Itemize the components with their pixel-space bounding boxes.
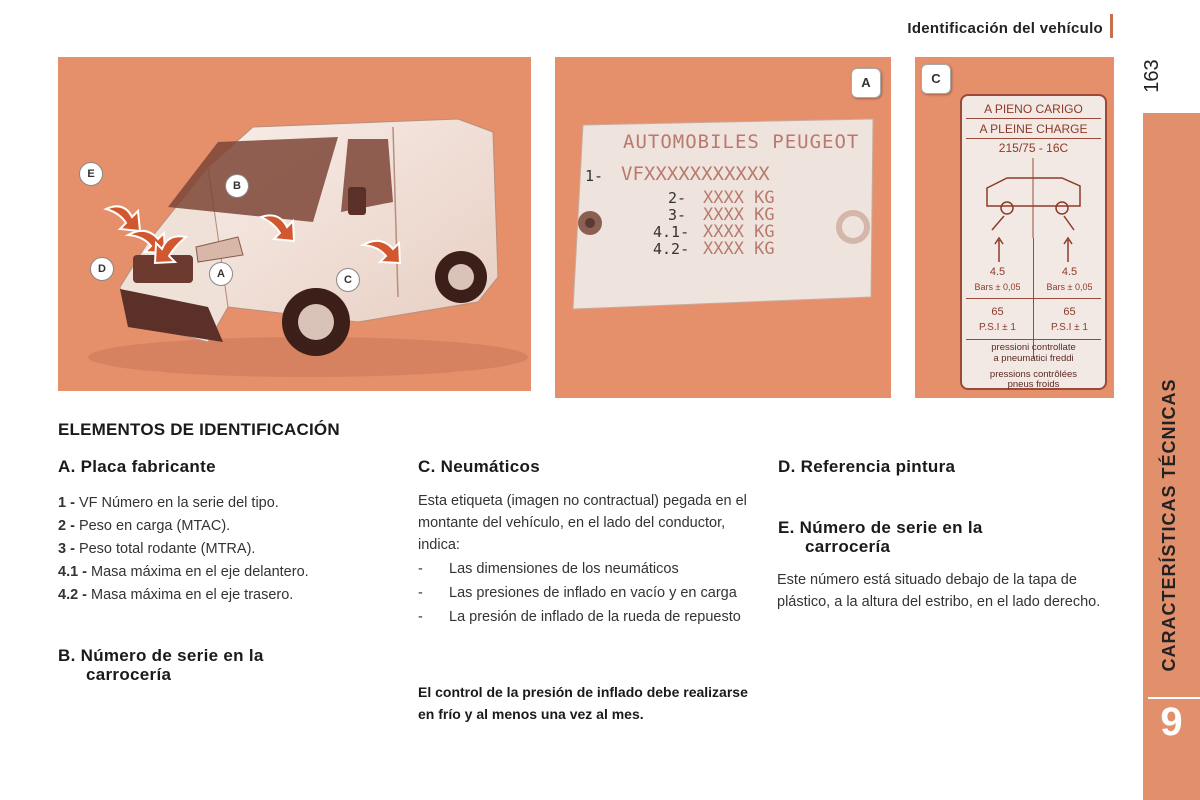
heading-line: carrocería	[86, 665, 172, 684]
item-text: Peso total rodante (MTRA).	[74, 541, 256, 557]
van-illustration	[58, 57, 531, 391]
van-badge-c: C	[336, 268, 360, 292]
item-number: 1 -	[58, 495, 75, 511]
tire-note-fr-2: pneus froids	[1007, 379, 1060, 390]
heading-neumaticos: C. Neumáticos	[418, 457, 540, 476]
tire-label-photo	[915, 57, 1114, 398]
van-outline-icon	[962, 158, 1105, 238]
list-item: - Las dimensiones de los neumáticos	[418, 561, 679, 577]
neumaticos-intro: Esta etiqueta (imagen no contractual) pegada en el montante del vehículo, en el lado del conductor, indica:	[418, 493, 747, 553]
plate-row-value-4: XXXX KG	[703, 222, 775, 242]
item-number: 4.2 -	[58, 587, 88, 603]
tire-label-divider	[966, 339, 1101, 340]
list-item: - La presión de inflado de la rueda de repuesto	[418, 609, 741, 625]
front-bar-value: 4.5	[989, 266, 1006, 278]
header-rule	[1110, 14, 1113, 38]
heading-line: carrocería	[805, 537, 891, 556]
tire-size: 215/75 - 16C	[998, 141, 1069, 155]
tire-note-it-1: pressioni controllate	[991, 342, 1076, 353]
van-badge-b: B	[225, 174, 249, 198]
list-item	[58, 561, 398, 584]
heading-line: B. Número de serie en la	[58, 646, 264, 665]
plate-row-value-1: VFXXXXXXXXXXX	[621, 163, 770, 185]
rear-bar-unit: Bars ± 0,05	[1046, 282, 1093, 292]
van-badge-a: A	[209, 262, 233, 286]
item-text: Masa máxima en el eje trasero.	[87, 587, 294, 603]
tire-label-divider	[966, 138, 1101, 139]
van-badge-e: E	[79, 162, 103, 186]
item-number: 3 -	[58, 541, 75, 557]
van-drawing	[58, 57, 531, 391]
tire-label-divider	[966, 118, 1101, 119]
plate-manufacturer: AUTOMOBILES PEUGEOT	[623, 131, 860, 153]
list-item: - Las presiones de inflado en vacío y en carga	[418, 585, 737, 601]
chapter-number: 9	[1160, 700, 1183, 744]
heading-referencia-pintura: D. Referencia pintura	[778, 457, 956, 476]
heading-numero-serie-b	[58, 646, 264, 684]
tire-badge-c: C	[921, 64, 951, 94]
pressure-note: El control de la presión de inflado debe realizarse en frío y al menos una vez al mes.	[418, 684, 748, 722]
tire-label-card	[960, 94, 1107, 390]
list-item	[58, 515, 398, 538]
list-item	[58, 538, 398, 561]
rear-psi-value: 65	[1063, 306, 1076, 318]
page-number: 163	[1141, 59, 1163, 93]
tire-label-divider	[966, 298, 1101, 299]
plate-row-num-3: 3-	[668, 206, 687, 224]
front-psi-unit: P.S.I ± 1	[979, 322, 1016, 333]
rear-bar-value: 4.5	[1061, 266, 1078, 278]
placa-items-list	[58, 492, 398, 607]
front-bar-unit: Bars ± 0,05	[974, 282, 1021, 292]
plate-row-value-5: XXXX KG	[703, 239, 775, 259]
item-text: Masa máxima en el eje delantero.	[87, 564, 309, 580]
tire-note-fr-1: pressions contrôlées	[989, 369, 1078, 380]
heading-placa-fabricante: A. Placa fabricante	[58, 457, 216, 476]
van-badge-d: D	[90, 257, 114, 281]
chapter-tab-rule	[1148, 697, 1200, 699]
plate-row-num-5: 4.2-	[653, 240, 690, 258]
pressure-arrows-icon	[962, 234, 1105, 264]
page-header-title: Identificación del vehículo	[907, 20, 1103, 37]
item-text: Las presiones de inflado en vacío y en carga	[449, 585, 737, 601]
plate-row-num-1: 1-	[585, 167, 604, 185]
heading-numero-serie-e	[778, 518, 983, 556]
list-item	[58, 492, 398, 515]
section-heading: ELEMENTOS DE IDENTIFICACIÓN	[58, 420, 340, 439]
plate-row-num-4: 4.1-	[653, 223, 690, 241]
item-text: Las dimensiones de los neumáticos	[449, 561, 679, 577]
neumaticos-list	[418, 558, 748, 630]
rear-psi-unit: P.S.I ± 1	[1051, 322, 1088, 333]
plate-badge-a: A	[851, 68, 881, 98]
plate-row-value-2: XXXX KG	[703, 188, 775, 208]
manufacturer-plate-photo	[555, 57, 891, 398]
front-psi-value: 65	[991, 306, 1004, 318]
plate-row-value-3: XXXX KG	[703, 205, 775, 225]
tire-note-it-2: a pneumatici freddi	[993, 353, 1074, 364]
item-text: La presión de inflado de la rueda de repuesto	[449, 609, 741, 625]
item-number: 4.1 -	[58, 564, 88, 580]
list-item	[58, 584, 398, 607]
tire-label-line1: A PIENO CARIGO	[984, 102, 1083, 116]
tire-label-line2: A PLEINE CHARGE	[979, 122, 1088, 136]
item-text: VF Número en la serie del tipo.	[74, 495, 279, 511]
item-text: Peso en carga (MTAC).	[74, 518, 231, 534]
plate-row-num-2: 2-	[668, 189, 687, 207]
item-number: 2 -	[58, 518, 75, 534]
heading-line: E. Número de serie en la	[778, 518, 983, 537]
numero-serie-text: Este número está situado debajo de la tapa de plástico, a la altura del estribo, en el lado derecho.	[777, 572, 1101, 610]
chapter-title: CARACTERÍSTICAS TÉCNICAS	[1159, 378, 1179, 672]
